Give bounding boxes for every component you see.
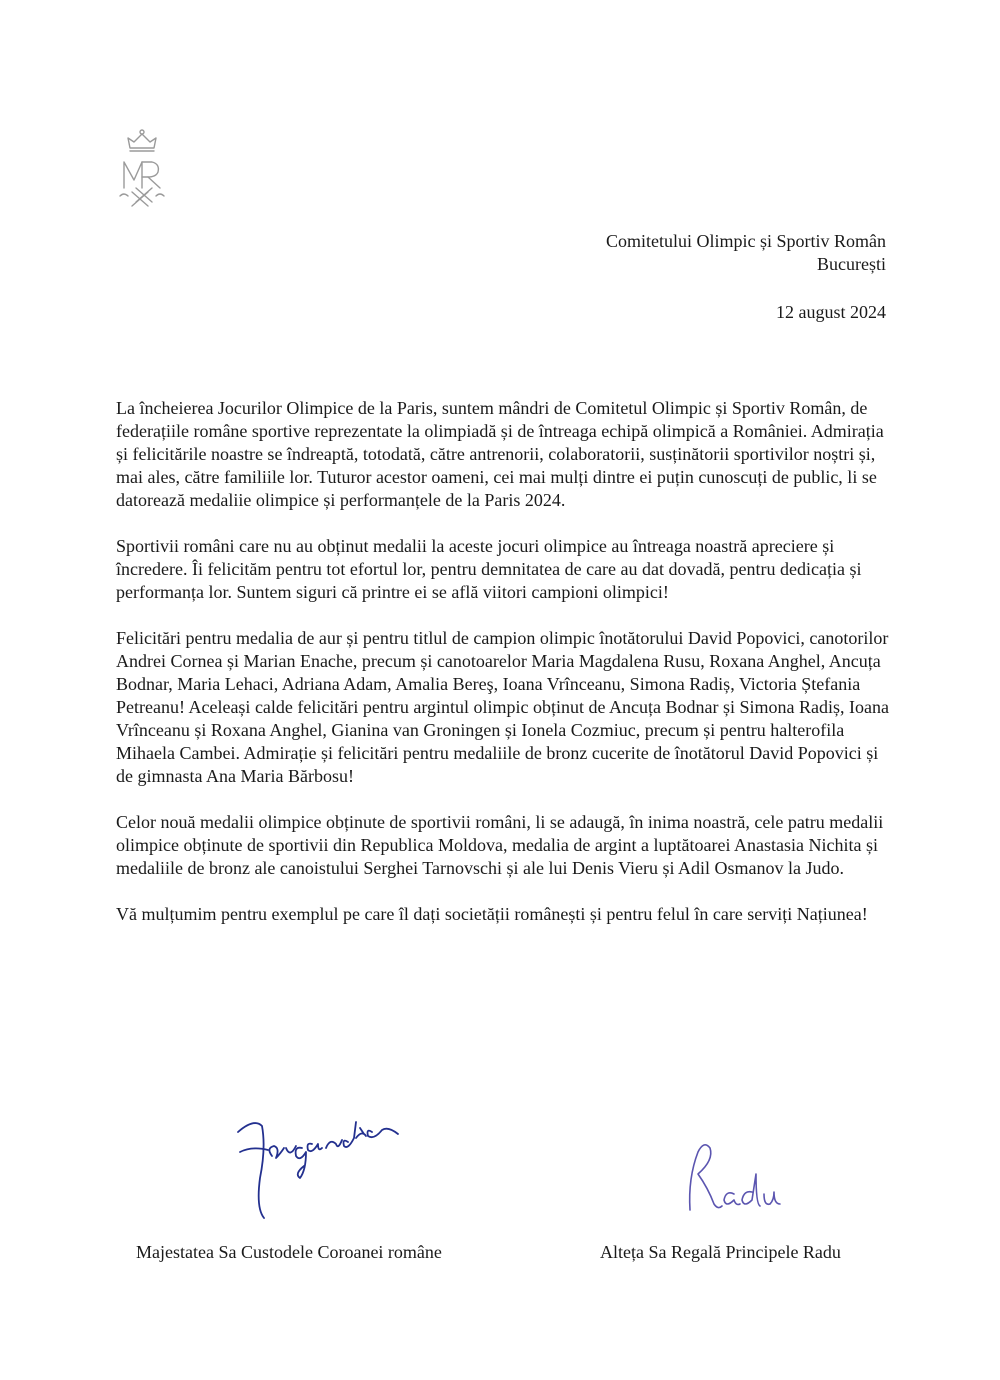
royal-monogram-logo xyxy=(112,126,172,210)
paragraph: Felicitări pentru medalia de aur și pentru titlul de campion olimpic înotătorului David Popovici, canotorilor Andrei Cornea și Marian Enache, precum și canotoarelor Maria Magdalena Rusu, Roxana Anghel, Ancuța Bodnar, Maria Lehaci, Adriana Adam, Amalia Bereş, Ioana Vrînceanu, Simona Radiș, Victoria Ștefania Petreanu! Aceleași calde felicitări pentru argintul olimpic obținut de Ancuța Bodnar și Simona Radiș, Ioana Vrînceanu și Roxana Anghel, Gianina van Groningen și Ionela Cozmiuc, precum și pentru halterofila Mihaela Cambei. Admirație și felicitări pentru medaliile de bronz cucerite de înotătorul David Popovici și de gimnasta Ana Maria Bărbosu! xyxy=(116,628,889,786)
addressee-organization: Comitetului Olimpic și Sportiv Român xyxy=(605,231,886,251)
letter-date: 12 august 2024 xyxy=(776,302,886,322)
signatory-name-right: Alteța Sa Regală Principele Radu xyxy=(600,1242,841,1262)
signature-radu xyxy=(680,1138,790,1223)
signature-margareta xyxy=(232,1108,407,1226)
addressee-block xyxy=(606,230,886,276)
paragraph: Vă mulțumim pentru exemplul pe care îl dați societății românești și pentru felul în care serviți Națiunea! xyxy=(116,904,868,924)
signatory-name-left: Majestatea Sa Custodele Coroanei române xyxy=(136,1242,442,1262)
addressee-city: București xyxy=(817,254,886,274)
paragraph: Sportivii români care nu au obținut medalii la aceste jocuri olimpice au întreaga noastră apreciere și încredere. Îi felicităm pentru tot efortul lor, pentru demnitatea de care au dat dovadă, pentru dedicația și performanța lor. Suntem siguri că printre ei se află viitori campioni olimpici! xyxy=(116,536,862,602)
paragraph: La încheierea Jocurilor Olimpice de la Paris, suntem mândri de Comitetul Olimpic și Sportiv Român, de federațiile române sportive reprezentate la olimpiadă și de întreaga echipă olimpică a României. Admirația și felicitările noastre se îndreaptă, totodată, către antrenorii, colaboratorii, susținătorii sportivilor noștri și, mai ales, către familiile lor. Tuturor acestor oameni, cei mai mulți dintre ei puțin cunoscuți de public, li se datorează medaliie olimpice și performanțele de la Paris 2024. xyxy=(116,398,884,510)
letter-body xyxy=(116,397,896,949)
paragraph: Celor nouă medalii olimpice obținute de sportivii români, li se adaugă, în inima noastră, cele patru medalii olimpice obținute de sportivii din Republica Moldova, medalia de argint a luptătoarei Anastasia Nichita și medaliile de bronz ale canoistului Serghei Tarnovschi și ale lui Denis Vieru și Adil Osmanov la Judo. xyxy=(116,812,884,878)
